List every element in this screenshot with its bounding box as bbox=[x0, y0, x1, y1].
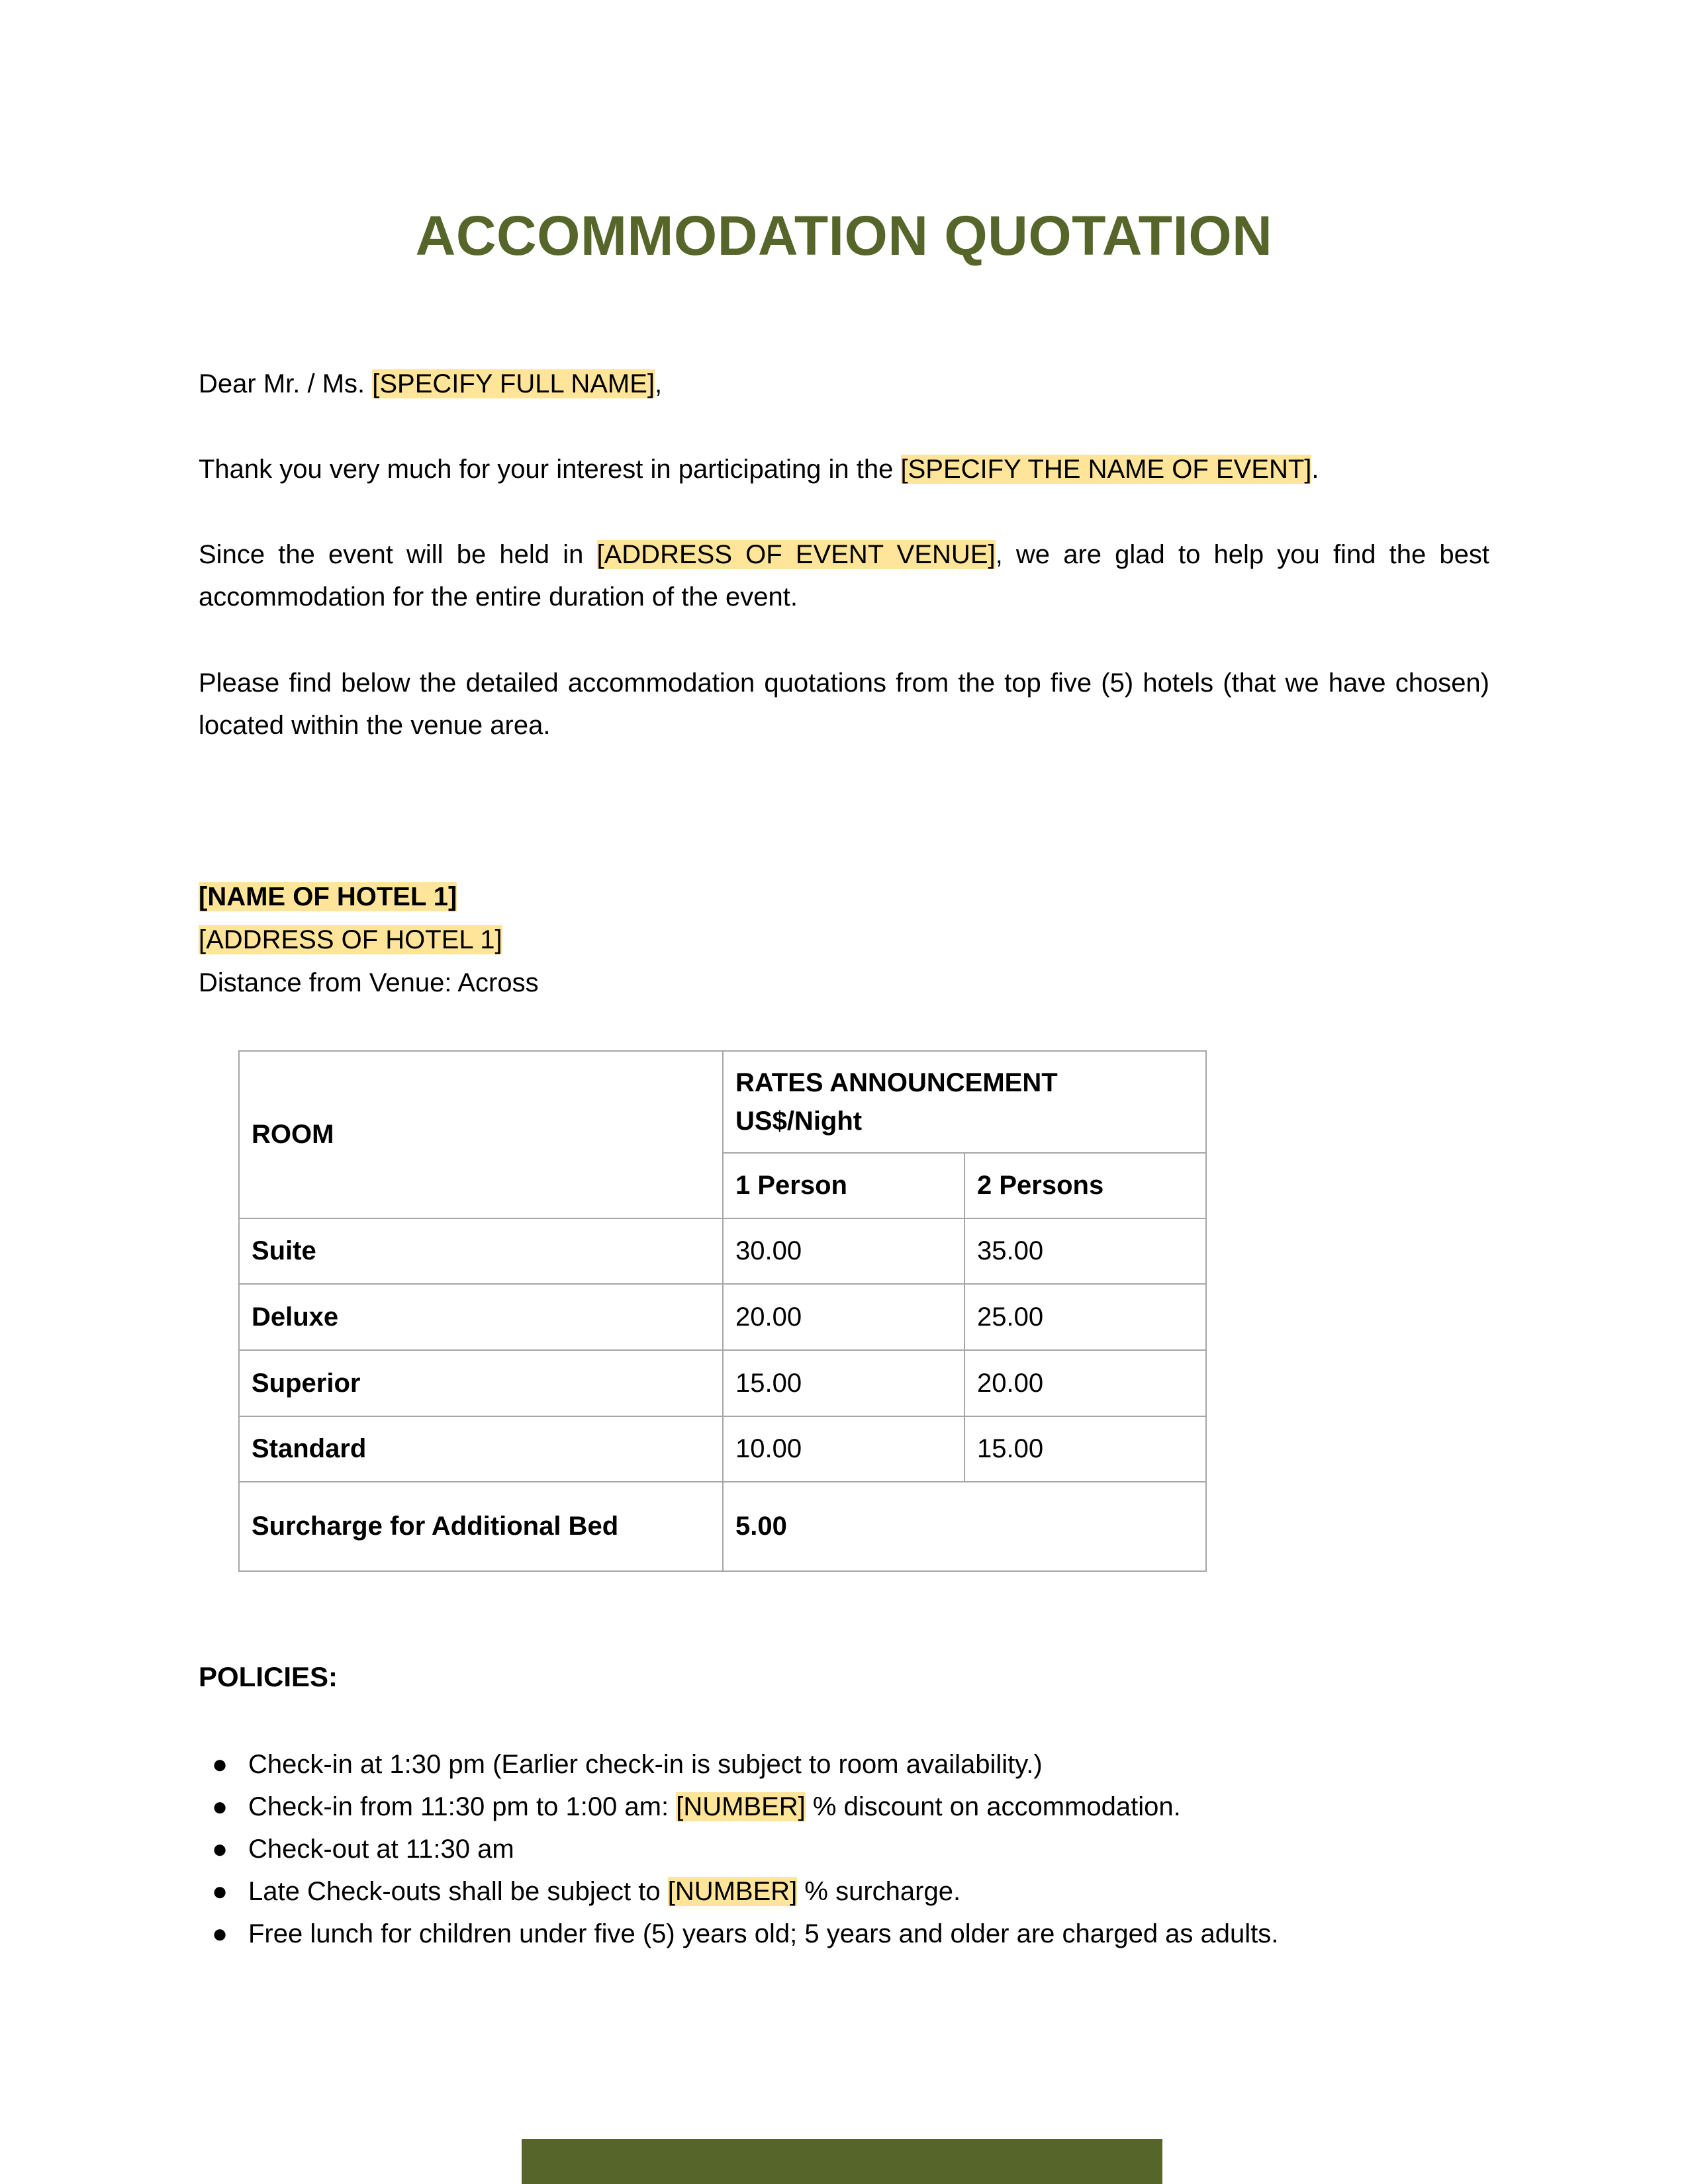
table-row bbox=[239, 1416, 1206, 1482]
para2-prefix: Since the event will be held in bbox=[199, 540, 597, 569]
event-name-placeholder: [SPECIFY THE NAME OF EVENT] bbox=[900, 455, 1312, 484]
bullet-icon: ● bbox=[212, 1835, 228, 1864]
list-item bbox=[199, 1743, 1278, 1786]
room-header: ROOM bbox=[239, 1051, 723, 1218]
para1-suffix: . bbox=[1311, 455, 1319, 484]
list-item bbox=[199, 1828, 1278, 1870]
hotel-address-line bbox=[199, 919, 1489, 961]
rate-one-person-cell: 30.00 bbox=[723, 1218, 964, 1284]
greeting-line bbox=[199, 363, 1489, 405]
table-row bbox=[239, 1218, 1206, 1284]
hotel-name-placeholder: [NAME OF HOTEL 1] bbox=[199, 882, 457, 911]
surcharge-number-placeholder: [NUMBER] bbox=[667, 1877, 798, 1906]
footer-bar bbox=[522, 2139, 1162, 2184]
policy-text-prefix: Late Check-outs shall be subject to bbox=[248, 1877, 668, 1906]
room-type-cell: Deluxe bbox=[239, 1284, 723, 1350]
hotel-name-line bbox=[199, 876, 1489, 918]
rate-one-person-cell: 20.00 bbox=[723, 1284, 964, 1350]
room-type-cell: Suite bbox=[239, 1218, 723, 1284]
rate-two-persons-cell: 15.00 bbox=[964, 1416, 1206, 1482]
rates-table bbox=[238, 1050, 1207, 1572]
surcharge-value-cell: 5.00 bbox=[723, 1482, 1206, 1571]
greeting-prefix: Dear Mr. / Ms. bbox=[199, 369, 373, 398]
policy-text: Free lunch for children under five (5) years old; 5 years and older are charged as adults. bbox=[248, 1919, 1279, 1948]
rates-header-line1: RATES ANNOUNCEMENT bbox=[735, 1068, 1058, 1097]
rate-two-persons-cell: 25.00 bbox=[964, 1284, 1206, 1350]
para2-suffix: , we are glad to help you find the best accommodation for the entire duration of the event. bbox=[199, 540, 1489, 612]
para1-prefix: Thank you very much for your interest in participating in the bbox=[199, 455, 901, 484]
greeting-suffix: , bbox=[655, 369, 663, 398]
table-row bbox=[239, 1284, 1206, 1350]
rate-two-persons-cell: 20.00 bbox=[964, 1350, 1206, 1416]
surcharge-label-cell: Surcharge for Additional Bed bbox=[239, 1482, 723, 1571]
hotel-address-placeholder: [ADDRESS OF HOTEL 1] bbox=[199, 925, 502, 954]
rate-one-person-cell: 10.00 bbox=[723, 1416, 964, 1482]
quotation-intro-paragraph: Please find below the detailed accommodation quotations from the top five (5) hotels (that we have chosen) located within the venue area. bbox=[199, 668, 1489, 740]
venue-paragraph bbox=[199, 533, 1489, 618]
bullet-icon: ● bbox=[212, 1792, 228, 1821]
hotel-distance: Distance from Venue: Across bbox=[199, 968, 539, 997]
list-item bbox=[199, 1786, 1278, 1828]
policy-text-prefix: Check-in from 11:30 pm to 1:00 am: bbox=[248, 1792, 677, 1821]
rates-header-line2: US$/Night bbox=[735, 1107, 863, 1136]
bullet-icon: ● bbox=[212, 1877, 228, 1906]
room-type-cell: Superior bbox=[239, 1350, 723, 1416]
policy-text: Check-out at 11:30 am bbox=[248, 1835, 514, 1864]
bullet-icon: ● bbox=[212, 1750, 228, 1779]
surcharge-row bbox=[239, 1482, 1206, 1571]
thank-you-paragraph bbox=[199, 448, 1489, 490]
rate-two-persons-cell: 35.00 bbox=[964, 1218, 1206, 1284]
table-header-row bbox=[239, 1051, 1206, 1153]
document-title: ACCOMMODATION QUOTATION bbox=[415, 205, 1273, 267]
rate-one-person-cell: 15.00 bbox=[723, 1350, 964, 1416]
policy-text-suffix: % discount on accommodation. bbox=[805, 1792, 1181, 1821]
table-row bbox=[239, 1350, 1206, 1416]
discount-number-placeholder: [NUMBER] bbox=[676, 1792, 806, 1821]
policies-heading: POLICIES: bbox=[199, 1661, 338, 1692]
bullet-icon: ● bbox=[212, 1919, 228, 1948]
one-person-header: 1 Person bbox=[723, 1153, 964, 1218]
two-persons-header: 2 Persons bbox=[964, 1153, 1206, 1218]
rates-header bbox=[723, 1051, 1206, 1153]
full-name-placeholder: [SPECIFY FULL NAME] bbox=[372, 369, 655, 398]
room-type-cell: Standard bbox=[239, 1416, 723, 1482]
policy-text-suffix: % surcharge. bbox=[797, 1877, 961, 1906]
event-venue-placeholder: [ADDRESS OF EVENT VENUE] bbox=[596, 540, 996, 569]
list-item bbox=[199, 1913, 1278, 1955]
list-item bbox=[199, 1870, 1278, 1913]
policy-text: Check-in at 1:30 pm (Earlier check-in is subject to room availability.) bbox=[248, 1750, 1043, 1779]
policies-list bbox=[199, 1743, 1278, 1955]
